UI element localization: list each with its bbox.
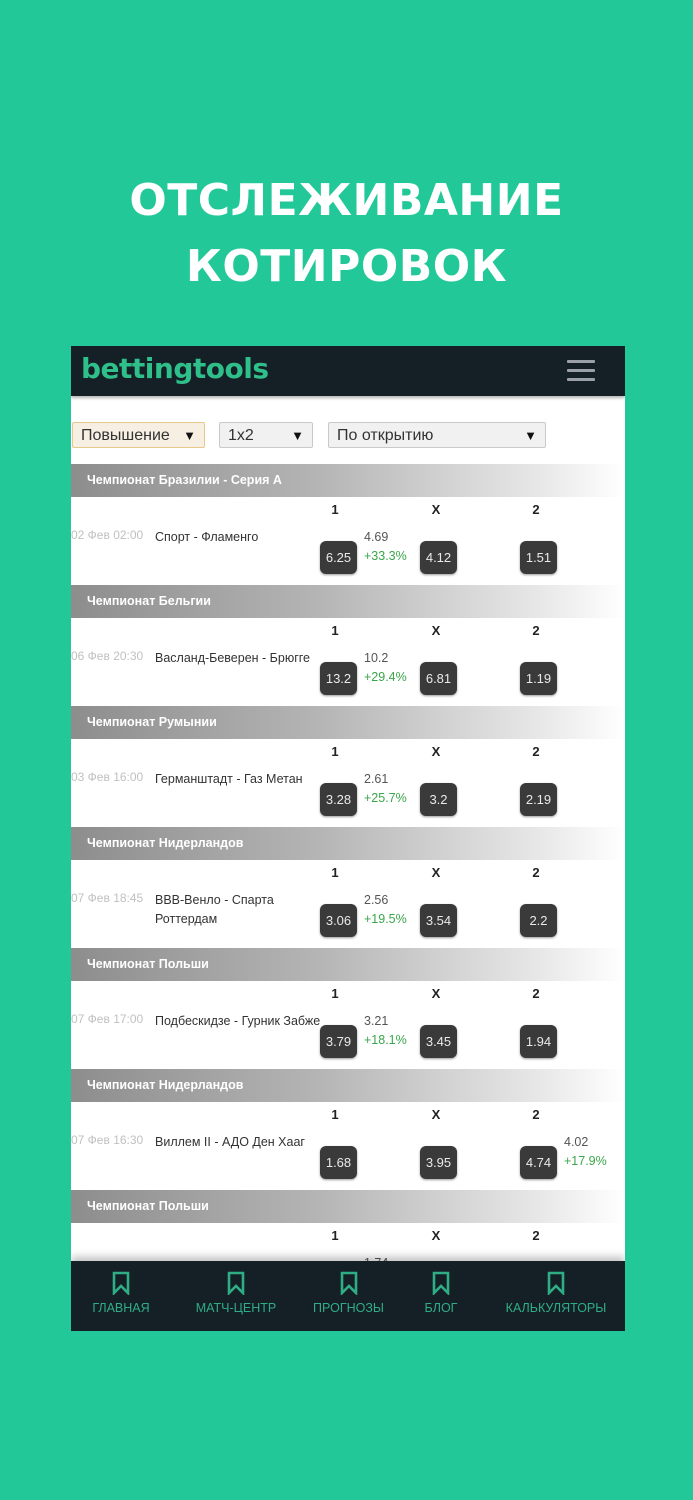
filters [71,422,625,450]
nav-label: ПРОГНОЗЫ [313,1301,384,1315]
odd-button[interactable]: 1.94 [520,1025,557,1058]
match-row[interactable] [71,497,625,585]
app-screen [71,346,625,1331]
col-header-draw: X [431,744,441,759]
odds-change [364,649,407,687]
opening-odd: 3.21 [364,1014,389,1028]
col-header-home: 1 [331,865,339,880]
hamburger-icon[interactable] [567,360,595,382]
bookmark-icon [339,1271,359,1295]
match-row[interactable] [71,1102,625,1190]
match-row[interactable] [71,739,625,827]
match-time: 07 Фев 18:45 [71,891,144,905]
bookmark-icon [546,1271,566,1295]
league-header: Чемпионат Бельгии [71,585,625,618]
match-teams[interactable]: Васланд-Беверен - Брюгге [155,651,310,665]
col-header-home: 1 [331,623,339,638]
col-header-draw: X [431,502,441,517]
odds-change [364,528,407,566]
league-header: Чемпионат Нидерландов [71,1069,625,1102]
match-time: 07 Фев 16:30 [71,1133,144,1147]
league-header: Чемпионат Румынии [71,706,625,739]
chevron-down-icon: ▼ [183,428,196,443]
bookmark-icon [431,1271,451,1295]
league-header: Чемпионат Нидерландов [71,827,625,860]
sort-select[interactable] [328,422,546,448]
match-teams[interactable]: Виллем II - АДО Ден Хааг [155,1135,305,1149]
change-percent: +25.7% [364,791,407,805]
match-list [71,464,625,1311]
league-header: Чемпионат Польши [71,1190,625,1223]
chevron-down-icon: ▼ [291,428,304,443]
col-header-away: 2 [532,1107,540,1122]
odd-button[interactable]: 3.95 [420,1146,457,1179]
market-select-value: 1x2 [228,427,254,444]
col-header-away: 2 [532,986,540,1001]
match-teams[interactable]: ВВВ-Венло - Спарта Роттердам [155,893,274,926]
nav-item-2[interactable] [301,1261,396,1331]
col-header-home: 1 [331,1228,339,1243]
chevron-down-icon: ▼ [524,428,537,443]
match-teams[interactable]: Спорт - Фламенго [155,530,259,544]
odd-button[interactable]: 13.2 [320,662,357,695]
promo-title-line1: ОТСЛЕЖИВАНИЕ [129,175,564,226]
nav-label: ГЛАВНАЯ [92,1301,150,1315]
nav-label: БЛОГ [424,1301,458,1315]
col-header-draw: X [431,986,441,1001]
opening-odd: 4.02 [564,1135,589,1149]
bookmark-icon [226,1271,246,1295]
league-header: Чемпионат Польши [71,948,625,981]
bookmark-icon [111,1271,131,1295]
odd-button[interactable]: 3.28 [320,783,357,816]
odd-button[interactable]: 2.19 [520,783,557,816]
top-bar [71,346,625,396]
match-row[interactable] [71,860,625,948]
change-percent: +18.1% [364,1033,407,1047]
match-teams[interactable]: Подбескидзе - Гурник Забже [155,1014,321,1028]
match-block [71,464,625,585]
league-header: Чемпионат Бразилии - Серия А [71,464,625,497]
match-block [71,585,625,706]
col-header-away: 2 [532,744,540,759]
odds-change [364,1012,407,1050]
nav-item-4[interactable] [491,1261,621,1331]
col-header-away: 2 [532,623,540,638]
match-teams[interactable]: Германштадт - Газ Метан [155,772,303,786]
odd-button[interactable]: 4.12 [420,541,457,574]
odd-button[interactable]: 4.74 [520,1146,557,1179]
change-percent: +29.4% [364,670,407,684]
col-header-draw: X [431,1228,441,1243]
match-row[interactable] [71,618,625,706]
col-header-home: 1 [331,1107,339,1122]
odd-button[interactable]: 1.19 [520,662,557,695]
col-header-home: 1 [331,986,339,1001]
col-header-draw: X [431,1107,441,1122]
odd-button[interactable]: 3.79 [320,1025,357,1058]
odds-change [364,891,407,929]
col-header-away: 2 [532,502,540,517]
promo-title-line2: КОТИРОВОК [185,241,508,292]
nav-item-3[interactable] [416,1261,466,1331]
match-block [71,1069,625,1190]
odd-button[interactable]: 2.2 [520,904,557,937]
odd-button[interactable]: 1.68 [320,1146,357,1179]
match-block [71,948,625,1069]
logo[interactable]: bettingtools [81,352,269,385]
odd-button[interactable]: 3.06 [320,904,357,937]
odd-button[interactable]: 3.54 [420,904,457,937]
col-header-draw: X [431,623,441,638]
match-block [71,706,625,827]
opening-odd: 2.56 [364,893,389,907]
match-time: 06 Фев 20:30 [71,649,144,663]
col-header-draw: X [431,865,441,880]
trend-select-value: Повышение [81,427,170,444]
col-header-away: 2 [532,1228,540,1243]
match-time: 03 Фев 16:00 [71,770,144,784]
market-select[interactable] [219,422,313,448]
odd-button[interactable]: 3.2 [420,783,457,816]
bottom-nav [71,1261,625,1331]
odds-change [364,770,407,808]
odd-button[interactable]: 6.81 [420,662,457,695]
change-percent: +33.3% [364,549,407,563]
opening-odd: 2.61 [364,772,389,786]
sort-select-value: По открытию [337,427,434,444]
nav-label: МАТЧ-ЦЕНТР [195,1301,277,1315]
nav-item-1[interactable] [181,1261,291,1331]
col-header-home: 1 [331,744,339,759]
opening-odd: 4.69 [364,530,389,544]
odds-change [564,1133,607,1171]
odd-button[interactable]: 1.51 [520,541,557,574]
odd-button[interactable]: 6.25 [320,541,357,574]
change-percent: +19.5% [364,912,407,926]
odd-button[interactable]: 3.45 [420,1025,457,1058]
promo-title [0,168,693,300]
opening-odd: 10.2 [364,651,389,665]
match-block [71,827,625,948]
match-time: 02 Фев 02:00 [71,528,144,542]
match-time: 07 Фев 17:00 [71,1012,144,1026]
trend-select[interactable] [72,422,205,448]
col-header-home: 1 [331,502,339,517]
match-row[interactable] [71,981,625,1069]
nav-item-0[interactable] [76,1261,166,1331]
nav-label: КАЛЬКУЛЯТОРЫ [505,1301,607,1315]
col-header-away: 2 [532,865,540,880]
change-percent: +17.9% [564,1154,607,1168]
